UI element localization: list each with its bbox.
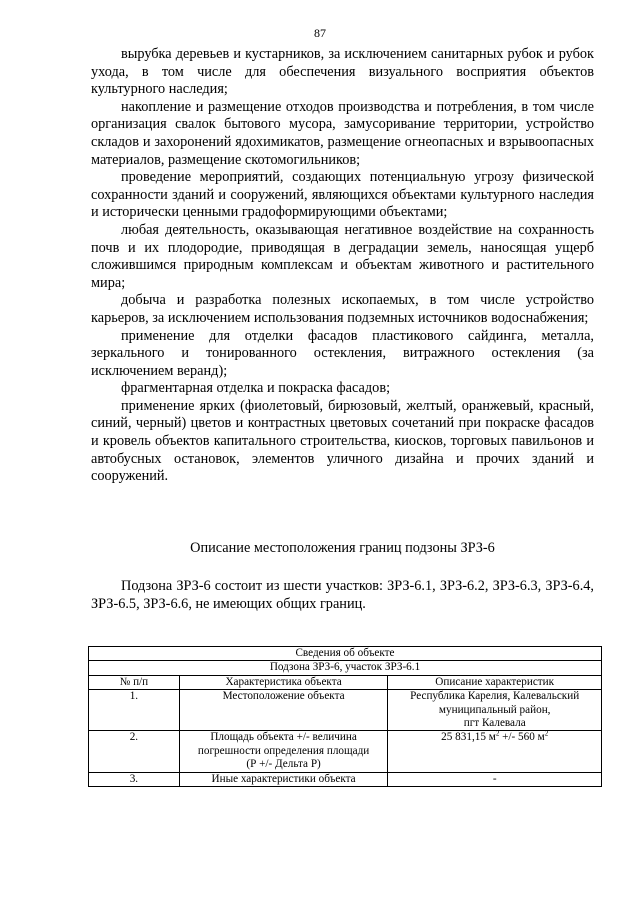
table-subtitle-row: [89, 661, 602, 675]
area-tolerance: +/- 560 м: [499, 731, 545, 744]
characteristic-line: (Р +/- Дельта Р): [246, 758, 321, 771]
paragraph: проведение мероприятий, создающих потенциальную угрозу физической сохранности зданий и сооружений, являющихся объектами культурного наследия и исторически ценными градоформирующими объектами;: [91, 169, 594, 221]
table-title: Сведения об объекте: [89, 647, 602, 661]
intro-block: [91, 578, 594, 613]
paragraph: вырубка деревьев и кустарников, за исключением санитарных рубок и рубок ухода, в том числе для обеспечения визуального восприятия объектов культурного наследия;: [91, 46, 594, 98]
characteristic-cell: [179, 731, 388, 772]
table-subtitle: Подзона ЗРЗ-6, участок ЗРЗ-6.1: [89, 661, 602, 675]
header-cell: Характеристика объекта: [179, 675, 388, 689]
object-info-table: [88, 646, 602, 787]
page-number: 87: [314, 26, 326, 40]
tolerance-unit-exponent: 2: [544, 729, 549, 738]
paragraph: фрагментарная отделка и покраска фасадов;: [121, 380, 391, 397]
description-cell: [388, 731, 602, 772]
paragraph: добыча и разработка полезных ископаемых, в том числе устройство карьеров, за исключением использования подземных источников водоснабжения;: [91, 292, 594, 326]
row-number: 3.: [89, 772, 180, 786]
characteristic-cell: Местоположение объекта: [179, 690, 388, 731]
table-row: [89, 690, 602, 731]
table-title-row: [89, 647, 602, 661]
restrictions-list: [91, 46, 594, 486]
description-cell: -: [388, 772, 602, 786]
table-row: [89, 772, 602, 786]
paragraph: применение для отделки фасадов пластикового сайдинга, металла, зеркального и тонированного остекления, витражного остекления (за исключением веранд);: [91, 327, 594, 379]
intro-paragraph: Подзона ЗРЗ-6 состоит из шести участков: ЗРЗ-6.1, ЗРЗ-6.2, ЗРЗ-6.3, ЗРЗ-6.4, ЗРЗ-6.5, ЗРЗ-6.6, не имеющих общих границ.: [91, 578, 594, 612]
table-header-row: [89, 675, 602, 689]
description-line: Республика Карелия, Калевальский: [410, 690, 580, 703]
header-cell: № п/п: [89, 675, 180, 689]
area-unit-exponent: 2: [495, 729, 500, 738]
characteristic-cell: Иные характеристики объекта: [179, 772, 388, 786]
table-row: [89, 731, 602, 772]
paragraph: накопление и размещение отходов производства и потребления, в том числе организация свалок бытового мусора, замусоривание территории, устройство складов и захоронений ядохимикатов, размещение огнеопасных и взрывоопасных материалов, размещение скотомогильников;: [91, 98, 594, 168]
header-cell: Описание характеристик: [388, 675, 602, 689]
row-number: 1.: [89, 690, 180, 731]
section-heading: Описание местоположения границ подзоны ЗРЗ-6: [190, 540, 495, 556]
paragraph: любая деятельность, оказывающая негативное воздействие на сохранность почв и их плодородие, приводящая в деградации земель, наносящая ущерб сложившимся природным комплексам и объектам животного и растительного мира;: [91, 221, 594, 291]
characteristic-line: Площадь объекта +/- величина: [210, 731, 357, 744]
paragraph: применение ярких (фиолетовый, бирюзовый, желтый, оранжевый, красный, синий, черный) цветов и контрастных цветовых сочетаний при покраске фасадов и кровель объектов капитального строительства, киосков, торговых павильонов и автобусных остановок, элементов уличного дизайна и прочих зданий и сооружений.: [91, 397, 594, 485]
description-cell: [388, 690, 602, 731]
characteristic-line: погрешности определения площади: [197, 744, 370, 757]
description-line: пгт Калевала: [463, 717, 526, 730]
row-number: 2.: [89, 731, 180, 772]
area-value: 25 831,15 м: [441, 731, 496, 744]
description-line: муниципальный район,: [438, 703, 551, 716]
